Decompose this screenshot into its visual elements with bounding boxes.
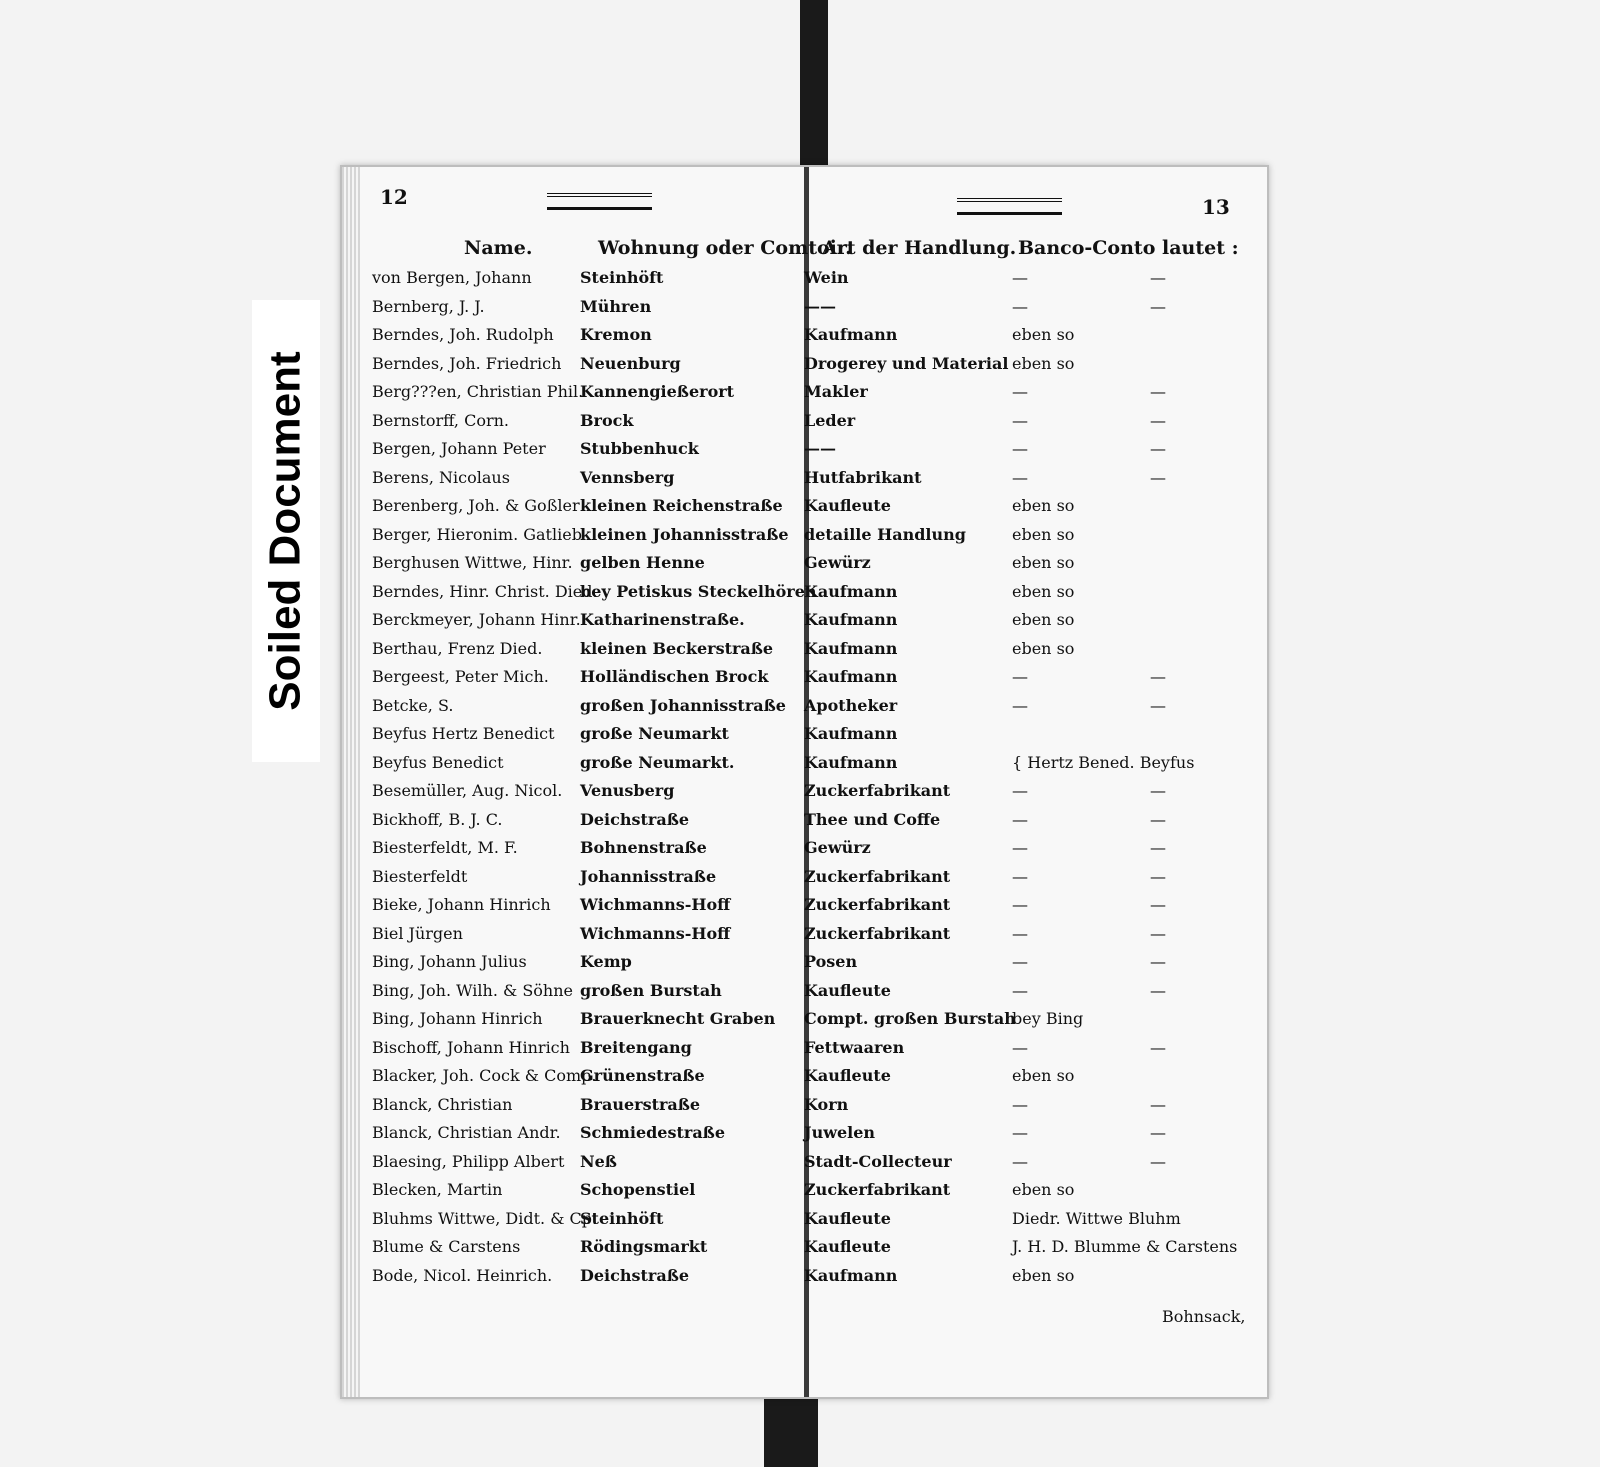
header-name: Name. xyxy=(464,237,533,259)
ornament-left xyxy=(547,193,652,210)
entry-trade: Leder xyxy=(804,410,856,430)
entry-extra: — xyxy=(1150,268,1166,287)
open-book xyxy=(340,165,1269,1399)
entry-trade: Kaufmann xyxy=(804,325,898,344)
entry-address: kleinen Johannisstraße xyxy=(580,524,789,544)
header-trade: Art der Handlung. xyxy=(822,237,1017,259)
entry-trade: Makler xyxy=(804,382,868,401)
entry-address: große Neumarkt. xyxy=(580,752,735,772)
entry-address: großen Burstah xyxy=(580,980,722,1000)
entry-name: Beyfus Benedict xyxy=(372,752,504,772)
binding-tape-top xyxy=(800,0,828,180)
entry-trade: Thee und Coffe xyxy=(804,809,941,829)
entry-banco: — xyxy=(1012,923,1028,943)
table-row xyxy=(372,1176,1262,1205)
entry-extra: — xyxy=(1150,439,1166,458)
entry-extra: — xyxy=(1150,1151,1166,1171)
entry-address: Deichstraße xyxy=(580,1265,690,1285)
entry-banco: — xyxy=(1012,410,1028,430)
entry-banco: eben so xyxy=(1012,581,1075,601)
entry-name: Betcke, S. xyxy=(372,695,454,715)
table-row xyxy=(372,977,1262,1006)
entry-banco: — xyxy=(1012,781,1028,800)
entry-banco: — xyxy=(1012,952,1028,971)
entry-trade: Wein xyxy=(804,268,849,287)
entry-name: Berenberg, Joh. & Goßler xyxy=(372,496,580,515)
register-table xyxy=(372,264,1262,1290)
table-row xyxy=(372,521,1262,550)
soiled-document-label xyxy=(252,300,320,762)
entry-trade: Hutfabrikant xyxy=(804,467,922,487)
entry-name: Berthau, Frenz Died. xyxy=(372,638,543,658)
entry-name: Berndes, Joh. Rudolph xyxy=(372,325,554,344)
entry-banco: — xyxy=(1012,268,1028,287)
table-row xyxy=(372,920,1262,949)
entry-address: Wichmanns-Hoff xyxy=(580,895,731,914)
entry-extra: — xyxy=(1150,382,1166,401)
entry-extra: — xyxy=(1150,781,1166,800)
entry-trade: Kaufleute xyxy=(804,496,891,515)
entry-trade: Gewürz xyxy=(804,838,871,857)
page-number-right: 13 xyxy=(1202,195,1230,219)
table-row xyxy=(372,948,1262,977)
entry-banco: eben so xyxy=(1012,1265,1075,1285)
table-row xyxy=(372,464,1262,493)
entry-address: Kremon xyxy=(580,325,652,344)
table-row xyxy=(372,891,1262,920)
table-row xyxy=(372,378,1262,407)
entry-trade: detaille Handlung xyxy=(804,524,966,544)
entry-name: Berghusen Wittwe, Hinr. xyxy=(372,553,573,572)
entry-extra: — xyxy=(1150,1123,1166,1142)
table-row xyxy=(372,293,1262,322)
table-row xyxy=(372,834,1262,863)
entry-trade: Apotheker xyxy=(804,695,898,715)
entry-banco: eben so xyxy=(1012,610,1075,629)
entry-trade: Kaufleute xyxy=(804,1208,891,1228)
entry-address: Deichstraße xyxy=(580,809,690,829)
entry-banco: — xyxy=(1012,1094,1028,1114)
entry-banco: Diedr. Wittwe Bluhm xyxy=(1012,1208,1181,1228)
table-row xyxy=(372,720,1262,749)
entry-address: Rödingsmarkt xyxy=(580,1237,708,1256)
entry-address: Bohnenstraße xyxy=(580,838,707,857)
entry-extra: — xyxy=(1150,980,1166,1000)
entry-banco: — xyxy=(1012,1037,1028,1057)
entry-address: Kemp xyxy=(580,952,632,971)
entry-trade: Kaufmann xyxy=(804,610,898,629)
header-address: Wohnung oder Comtoir. xyxy=(598,237,852,259)
table-row xyxy=(372,749,1262,778)
entry-banco: J. H. D. Blumme & Carstens xyxy=(1012,1237,1238,1256)
entry-trade: Drogerey und Material xyxy=(804,353,1009,373)
entry-name: Bluhms Wittwe, Didt. & Cp. xyxy=(372,1208,598,1228)
entry-name: Bieke, Johann Hinrich xyxy=(372,895,551,914)
entry-name: Biel Jürgen xyxy=(372,923,463,943)
table-row xyxy=(372,1262,1262,1291)
entry-trade: Kaufmann xyxy=(804,724,898,743)
entry-trade: Fettwaaren xyxy=(804,1037,905,1057)
entry-name: Bickhoff, B. J. C. xyxy=(372,809,503,829)
entry-name: Berg???en, Christian Phil. xyxy=(372,382,584,401)
entry-banco: eben so xyxy=(1012,553,1075,572)
table-row xyxy=(372,777,1262,806)
entry-banco: — xyxy=(1012,667,1028,686)
entry-trade: —— xyxy=(804,296,836,316)
entry-address: große Neumarkt xyxy=(580,724,729,743)
entry-trade: Zuckerfabrikant xyxy=(804,781,951,800)
entry-extra: — xyxy=(1150,923,1166,943)
entry-address: Stubbenhuck xyxy=(580,439,699,458)
entry-banco: — xyxy=(1012,439,1028,458)
entry-address: kleinen Reichenstraße xyxy=(580,496,783,515)
entry-trade: Kaufmann xyxy=(804,667,898,686)
entry-banco: { Hertz Bened. Beyfus xyxy=(1012,752,1195,772)
entry-trade: Kaufleute xyxy=(804,1066,891,1085)
entry-extra: — xyxy=(1150,695,1166,715)
table-row xyxy=(372,578,1262,607)
entry-extra: — xyxy=(1150,296,1166,316)
entry-name: Besemüller, Aug. Nicol. xyxy=(372,781,563,800)
table-row xyxy=(372,321,1262,350)
entry-trade: Kaufleute xyxy=(804,980,891,1000)
entry-trade: Kaufmann xyxy=(804,581,898,601)
entry-name: Bing, Johann Julius xyxy=(372,952,527,971)
entry-banco: — xyxy=(1012,467,1028,487)
entry-name: Berckmeyer, Johann Hinr. xyxy=(372,610,581,629)
page-edges xyxy=(342,167,360,1397)
entry-banco: — xyxy=(1012,382,1028,401)
table-row xyxy=(372,806,1262,835)
header-banco: Banco-Conto lautet : xyxy=(1018,237,1239,259)
table-row xyxy=(372,863,1262,892)
entry-trade: Zuckerfabrikant xyxy=(804,866,951,886)
entry-name: Berndes, Hinr. Christ. Died. xyxy=(372,581,598,601)
entry-banco: bey Bing xyxy=(1012,1009,1084,1028)
entry-trade: Juwelen xyxy=(804,1123,876,1142)
table-row xyxy=(372,1233,1262,1262)
entry-address: Brock xyxy=(580,410,634,430)
entry-address: Venusberg xyxy=(580,781,675,800)
soiled-document-text: Soiled Document xyxy=(261,351,310,711)
entry-address: Schopenstiel xyxy=(580,1180,696,1199)
table-row xyxy=(372,1005,1262,1034)
entry-banco: — xyxy=(1012,980,1028,1000)
entry-name: Bergen, Johann Peter xyxy=(372,439,546,458)
entry-address: Brauerknecht Graben xyxy=(580,1009,776,1028)
entry-banco: eben so xyxy=(1012,496,1075,515)
entry-banco: — xyxy=(1012,296,1028,316)
entry-name: von Bergen, Johann xyxy=(372,268,532,287)
entry-extra: — xyxy=(1150,838,1166,857)
entry-extra: — xyxy=(1150,410,1166,430)
entry-banco: — xyxy=(1012,838,1028,857)
table-row xyxy=(372,1205,1262,1234)
table-row xyxy=(372,1034,1262,1063)
entry-banco: — xyxy=(1012,809,1028,829)
entry-name: Blume & Carstens xyxy=(372,1237,521,1256)
entry-extra: — xyxy=(1150,1094,1166,1114)
entry-trade: Zuckerfabrikant xyxy=(804,1180,951,1199)
entry-address: Grünenstraße xyxy=(580,1066,705,1085)
entry-name: Blecken, Martin xyxy=(372,1180,503,1199)
entry-trade: Korn xyxy=(804,1094,849,1114)
table-row xyxy=(372,1148,1262,1177)
entry-address: Steinhöft xyxy=(580,268,664,287)
entry-trade: Kaufmann xyxy=(804,638,898,658)
entry-banco: eben so xyxy=(1012,325,1075,344)
entry-name: Bing, Joh. Wilh. & Söhne xyxy=(372,980,573,1000)
entry-name: Bing, Johann Hinrich xyxy=(372,1009,543,1028)
table-row xyxy=(372,692,1262,721)
ornament-right xyxy=(957,198,1062,215)
entry-extra: — xyxy=(1150,952,1166,971)
entry-name: Blanck, Christian xyxy=(372,1094,513,1114)
entry-address: Kannengießerort xyxy=(580,382,735,401)
entry-address: Mühren xyxy=(580,296,652,316)
entry-name: Blanck, Christian Andr. xyxy=(372,1123,561,1142)
entry-address: Breitengang xyxy=(580,1037,692,1057)
entry-trade: Stadt-Collecteur xyxy=(804,1151,952,1171)
entry-banco: — xyxy=(1012,866,1028,886)
entry-banco: — xyxy=(1012,1123,1028,1142)
entry-trade: Posen xyxy=(804,952,858,971)
entry-trade: —— xyxy=(804,439,836,458)
entry-name: Bernberg, J. J. xyxy=(372,296,485,316)
entry-address: Johannisstraße xyxy=(580,866,717,886)
table-row xyxy=(372,1119,1262,1148)
table-row xyxy=(372,492,1262,521)
entry-name: Biesterfeldt xyxy=(372,866,468,886)
entry-address: Steinhöft xyxy=(580,1208,664,1228)
entry-address: Schmiedestraße xyxy=(580,1123,726,1142)
entry-extra: — xyxy=(1150,667,1166,686)
entry-extra: — xyxy=(1150,809,1166,829)
entry-trade: Gewürz xyxy=(804,553,871,572)
entry-banco: — xyxy=(1012,895,1028,914)
table-row xyxy=(372,1091,1262,1120)
entry-extra: — xyxy=(1150,866,1166,886)
entry-name: Berens, Nicolaus xyxy=(372,467,510,487)
entry-address: großen Johannisstraße xyxy=(580,695,786,715)
table-row xyxy=(372,264,1262,293)
entry-banco: eben so xyxy=(1012,524,1075,544)
entry-address: Wichmanns-Hoff xyxy=(580,923,731,943)
entry-address: Katharinenstraße. xyxy=(580,610,745,629)
table-row xyxy=(372,350,1262,379)
table-row xyxy=(372,663,1262,692)
entry-name: Blaesing, Philipp Albert xyxy=(372,1151,565,1171)
entry-extra: — xyxy=(1150,895,1166,914)
entry-trade: Zuckerfabrikant xyxy=(804,895,951,914)
entry-address: Neß xyxy=(580,1151,617,1171)
entry-name: Berger, Hieronim. Gatlieb xyxy=(372,524,582,544)
entry-extra: — xyxy=(1150,1037,1166,1057)
table-row xyxy=(372,407,1262,436)
table-row xyxy=(372,1062,1262,1091)
entry-name: Bode, Nicol. Heinrich. xyxy=(372,1265,553,1285)
entry-name: Blacker, Joh. Cock & Comp. xyxy=(372,1066,597,1085)
entry-trade: Zuckerfabrikant xyxy=(804,923,951,943)
entry-banco: — xyxy=(1012,1151,1028,1171)
entry-name: Bergeest, Peter Mich. xyxy=(372,667,549,686)
entry-trade: Kaufleute xyxy=(804,1237,891,1256)
entry-banco: eben so xyxy=(1012,1066,1075,1085)
entry-banco: eben so xyxy=(1012,353,1075,373)
entry-trade: Kaufmann xyxy=(804,752,898,772)
entry-name: Bischoff, Johann Hinrich xyxy=(372,1037,570,1057)
entry-name: Berndes, Joh. Friedrich xyxy=(372,353,562,373)
catchword: Bohnsack, xyxy=(1162,1307,1246,1326)
entry-banco: — xyxy=(1012,695,1028,715)
table-row xyxy=(372,606,1262,635)
entry-extra: — xyxy=(1150,467,1166,487)
entry-address: Neuenburg xyxy=(580,353,681,373)
entry-name: Bernstorff, Corn. xyxy=(372,410,509,430)
entry-address: Holländischen Brock xyxy=(580,667,769,686)
table-row xyxy=(372,549,1262,578)
entry-address: Vennsberg xyxy=(580,467,675,487)
entry-address: gelben Henne xyxy=(580,553,705,572)
entry-trade: Compt. großen Burstah xyxy=(804,1009,1016,1028)
page-number-left: 12 xyxy=(380,185,408,209)
entry-trade: Kaufmann xyxy=(804,1265,898,1285)
entry-name: Beyfus Hertz Benedict xyxy=(372,724,555,743)
entry-name: Biesterfeldt, M. F. xyxy=(372,838,518,857)
entry-banco: eben so xyxy=(1012,1180,1075,1199)
entry-address: bey Petiskus Steckelhören xyxy=(580,581,817,601)
entry-banco: eben so xyxy=(1012,638,1075,658)
table-row xyxy=(372,635,1262,664)
entry-address: Brauerstraße xyxy=(580,1094,701,1114)
table-row xyxy=(372,435,1262,464)
entry-address: kleinen Beckerstraße xyxy=(580,638,774,658)
